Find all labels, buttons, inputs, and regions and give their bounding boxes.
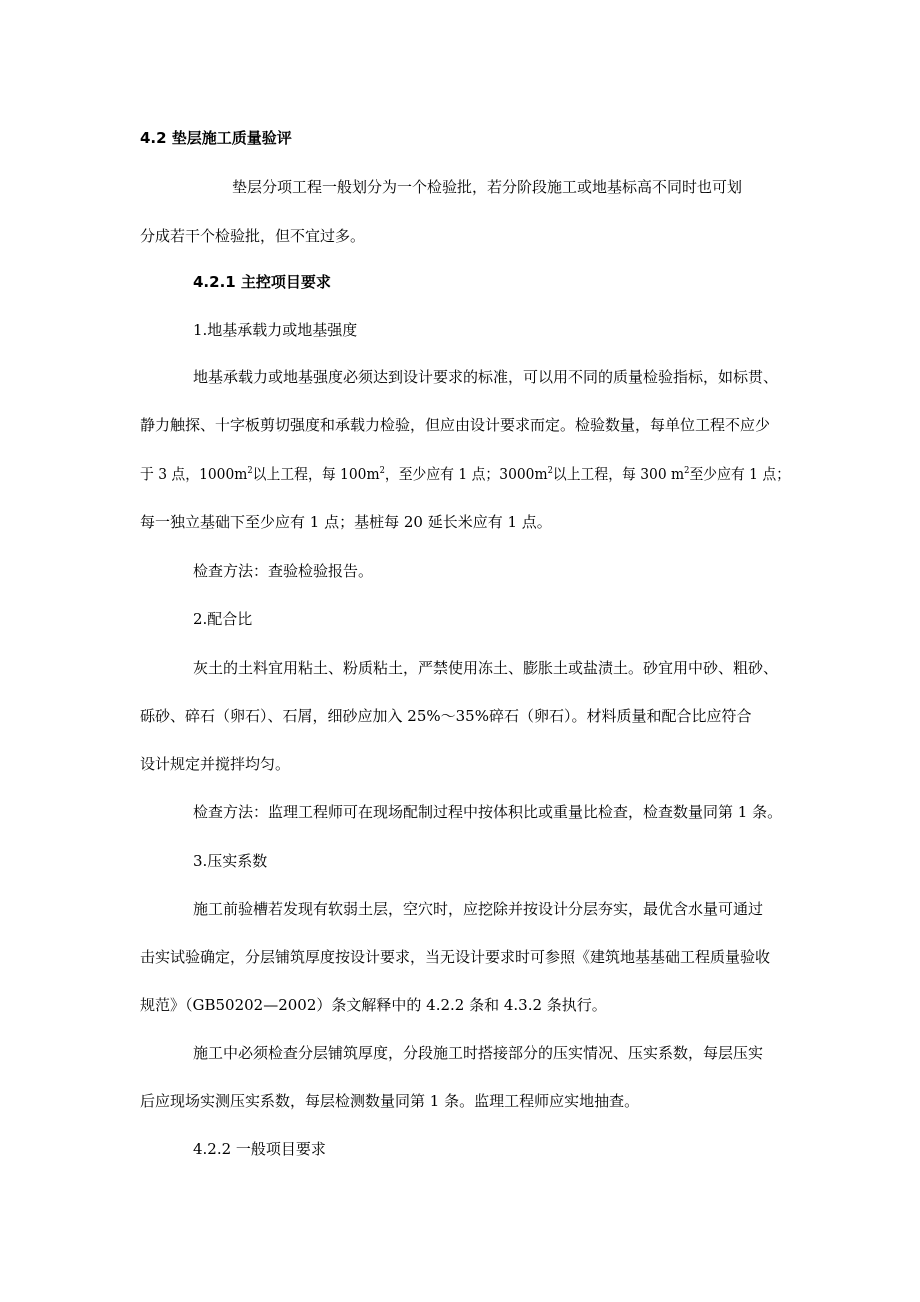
subsection-title-4-2-2: 4.2.2 一般项目要求: [193, 1140, 326, 1158]
item-1-check-method: 检查方法：查验检验报告。: [193, 562, 374, 580]
item-1-para-line-4: 每一独立基础下至少应有 1 点；基桩每 20 延长米应有 1 点。: [140, 513, 552, 531]
item-2-para-line-1: 灰土的土料宜用粘土、粉质粘土，严禁使用冻土、膨胀土或盐渍土。砂宜用中砂、粗砂、: [193, 659, 779, 677]
item-2-check-method: 检查方法：监理工程师可在现场配制过程中按体积比或重量比检查，检查数量同第 1 条。: [193, 803, 783, 821]
item-3-para-2-line-1: 施工中必须检查分层铺筑厚度，分段施工时搭接部分的压实情况、压实系数，每层压实: [193, 1044, 764, 1062]
item-2-para-line-3: 设计规定并搅拌均匀。: [140, 755, 291, 773]
item-2-title: 2.配合比: [193, 610, 253, 628]
intro-line-1: 垫层分项工程一般划分为一个检验批，若分阶段施工或地基标高不同时也可划: [232, 178, 743, 196]
item-1-title: 1.地基承载力或地基强度: [193, 321, 358, 339]
item-3-para-1-line-2: 击实试验确定，分层铺筑厚度按设计要求，当无设计要求时可参照《建筑地基基础工程质量验收: [140, 948, 771, 966]
section-title: 4.2 垫层施工质量验评: [140, 129, 292, 147]
item-1-para-line-2: 静力触探、十字板剪切强度和承载力检验，但应由设计要求而定。检验数量，每单位工程不应少: [140, 416, 771, 434]
intro-line-2: 分成若干个检验批，但不宜过多。: [140, 227, 366, 245]
item-3-para-1-line-3: 规范》（GB50202—2002）条文解释中的 4.2.2 条和 4.3.2 条执行。: [140, 996, 607, 1014]
subsection-title-4-2-1: 4.2.1 主控项目要求: [193, 273, 331, 291]
item-3-para-2-line-2: 后应现场实测压实系数，每层检测数量同第 1 条。监理工程师应实地抽查。: [140, 1092, 640, 1110]
item-3-para-1-line-1: 施工前验槽若发现有软弱土层，空穴时，应挖除并按设计分层夯实，最优含水量可通过: [193, 900, 764, 918]
item-1-para-line-1: 地基承载力或地基强度必须达到设计要求的标准，可以用不同的质量检验指标，如标贯、: [193, 368, 779, 386]
item-3-title: 3.压实系数: [193, 852, 268, 870]
item-1-para-line-3: 于 3 点，$1000m^2$以上工程，每 $100m^2$，至少应有 1 点；$3000m^2$以上工程，每 300 $m^2$至少应有 1 点；: [140, 465, 791, 483]
item-2-para-line-2: 砾砂、碎石（卵石）、石屑，细砂应加入 25%～35%碎石（卵石）。材料质量和配合比应符合: [140, 707, 752, 725]
